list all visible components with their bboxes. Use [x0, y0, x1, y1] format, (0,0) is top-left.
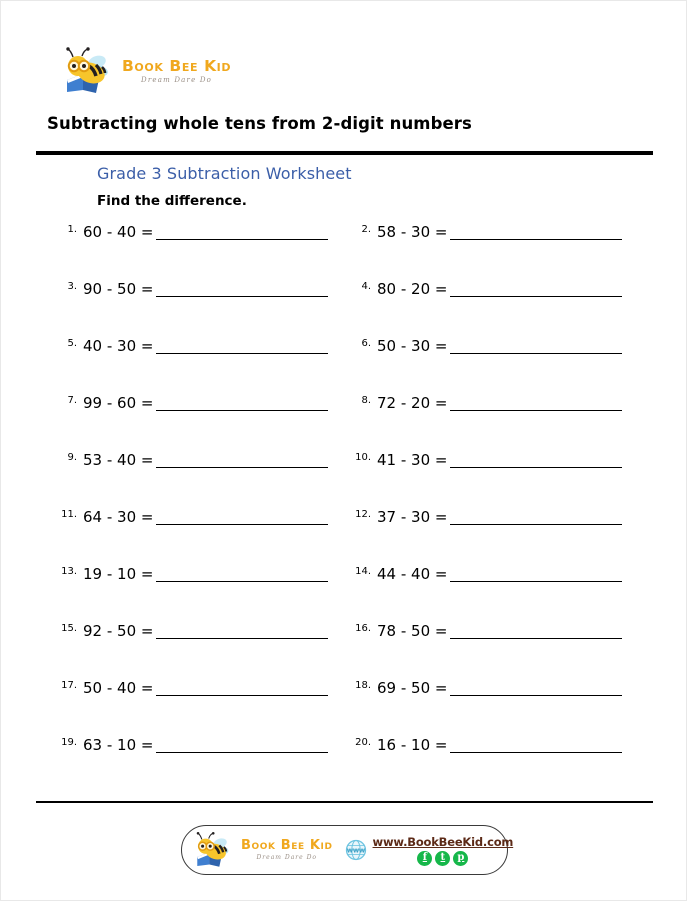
brand-name: Book Bee Kid	[122, 56, 232, 75]
problem-expression: 99 - 60 =	[83, 394, 154, 412]
answer-blank[interactable]	[156, 223, 328, 240]
problem-number: 11.	[61, 509, 77, 520]
footer-brand-name: Book Bee Kid	[241, 837, 333, 853]
problem-item	[59, 451, 354, 481]
answer-blank[interactable]	[450, 223, 622, 240]
answer-blank[interactable]	[450, 280, 622, 297]
footer-logo	[194, 831, 333, 869]
answer-blank[interactable]	[450, 394, 622, 411]
problem-expression: 63 - 10 =	[83, 736, 154, 754]
answer-blank[interactable]	[156, 565, 328, 582]
answer-blank[interactable]	[450, 679, 622, 696]
problem-expression: 58 - 30 =	[377, 223, 448, 241]
answer-blank[interactable]	[156, 451, 328, 468]
problem-item	[353, 565, 653, 595]
bee-with-book-icon	[63, 46, 115, 96]
problems-grid	[1, 223, 687, 793]
answer-blank[interactable]	[156, 394, 328, 411]
problem-number: 12.	[355, 509, 371, 520]
problem-number: 20.	[355, 737, 371, 748]
problem-number: 9.	[67, 452, 77, 463]
worksheet-subtitle: Grade 3 Subtraction Worksheet	[97, 164, 352, 183]
footer-brand-tagline: Dream Dare Do	[256, 854, 318, 862]
problem-item	[59, 679, 354, 709]
problem-expression: 80 - 20 =	[377, 280, 448, 298]
problem-expression: 60 - 40 =	[83, 223, 154, 241]
problem-number: 1.	[67, 224, 77, 235]
problem-number: 13.	[61, 566, 77, 577]
problem-item	[353, 736, 653, 766]
problem-number: 15.	[61, 623, 77, 634]
problem-expression: 53 - 40 =	[83, 451, 154, 469]
answer-blank[interactable]	[450, 337, 622, 354]
problem-item	[353, 679, 653, 709]
problem-item	[59, 508, 354, 538]
problem-item	[59, 622, 354, 652]
brand-wordmark	[122, 58, 231, 84]
problem-row	[1, 280, 687, 337]
problem-expression: 50 - 40 =	[83, 679, 154, 697]
footer-links-block	[345, 835, 514, 866]
problem-expression: 64 - 30 =	[83, 508, 154, 526]
problem-expression: 50 - 30 =	[377, 337, 448, 355]
problem-number: 14.	[355, 566, 371, 577]
footer-divider	[36, 801, 653, 803]
problem-item	[59, 223, 354, 253]
problem-row	[1, 223, 687, 280]
problem-number: 6.	[361, 338, 371, 349]
problem-item	[353, 508, 653, 538]
footer-link-stack	[373, 835, 514, 866]
footer-banner	[181, 825, 514, 875]
title-divider	[36, 151, 653, 155]
problem-row	[1, 565, 687, 622]
answer-blank[interactable]	[450, 622, 622, 639]
problem-item	[59, 280, 354, 310]
problem-number: 18.	[355, 680, 371, 691]
twitter-icon[interactable]: t	[435, 851, 450, 866]
problem-row	[1, 394, 687, 451]
answer-blank[interactable]	[156, 508, 328, 525]
social-links	[417, 851, 468, 866]
problem-item	[59, 394, 354, 424]
problem-item	[353, 337, 653, 367]
answer-blank[interactable]	[156, 736, 328, 753]
problem-expression: 90 - 50 =	[83, 280, 154, 298]
problem-number: 3.	[67, 281, 77, 292]
problem-item	[353, 280, 653, 310]
pinterest-icon[interactable]: p	[453, 851, 468, 866]
problem-row	[1, 622, 687, 679]
problem-expression: 78 - 50 =	[377, 622, 448, 640]
problem-number: 16.	[355, 623, 371, 634]
problem-row	[1, 679, 687, 736]
problem-row	[1, 337, 687, 394]
problem-item	[353, 223, 653, 253]
problem-expression: 69 - 50 =	[377, 679, 448, 697]
answer-blank[interactable]	[156, 679, 328, 696]
problem-number: 4.	[361, 281, 371, 292]
problem-expression: 37 - 30 =	[377, 508, 448, 526]
globe-www-icon	[345, 839, 367, 861]
problem-expression: 44 - 40 =	[377, 565, 448, 583]
answer-blank[interactable]	[450, 508, 622, 525]
problem-number: 7.	[67, 395, 77, 406]
problem-expression: 72 - 20 =	[377, 394, 448, 412]
instruction-text: Find the difference.	[97, 193, 247, 209]
answer-blank[interactable]	[450, 736, 622, 753]
problem-number: 10.	[355, 452, 371, 463]
problem-item	[353, 451, 653, 481]
footer-brand-wordmark	[241, 839, 333, 862]
problem-item	[353, 394, 653, 424]
problem-row	[1, 508, 687, 565]
problem-item	[59, 337, 354, 367]
brand-tagline: Dream Dare Do	[141, 76, 213, 85]
problem-number: 5.	[67, 338, 77, 349]
problem-number: 17.	[61, 680, 77, 691]
answer-blank[interactable]	[156, 337, 328, 354]
page-title: Subtracting whole tens from 2-digit numbers	[47, 114, 472, 133]
problem-item	[59, 565, 354, 595]
problem-number: 8.	[361, 395, 371, 406]
problem-row	[1, 736, 687, 793]
problem-item	[353, 622, 653, 652]
problem-number: 19.	[61, 737, 77, 748]
problem-expression: 92 - 50 =	[83, 622, 154, 640]
bee-with-book-icon	[194, 831, 234, 869]
header-logo	[63, 43, 273, 99]
problem-item	[59, 736, 354, 766]
answer-blank[interactable]	[156, 280, 328, 297]
problem-row	[1, 451, 687, 508]
facebook-icon[interactable]: f	[417, 851, 432, 866]
svg-text:WWW: WWW	[346, 848, 365, 855]
problem-expression: 41 - 30 =	[377, 451, 448, 469]
problem-expression: 40 - 30 =	[83, 337, 154, 355]
answer-blank[interactable]	[450, 565, 622, 582]
answer-blank[interactable]	[450, 451, 622, 468]
problem-expression: 19 - 10 =	[83, 565, 154, 583]
problem-number: 2.	[361, 224, 371, 235]
website-link[interactable]: www.BookBeeKid.com	[372, 834, 514, 849]
answer-blank[interactable]	[156, 622, 328, 639]
problem-expression: 16 - 10 =	[377, 736, 448, 754]
